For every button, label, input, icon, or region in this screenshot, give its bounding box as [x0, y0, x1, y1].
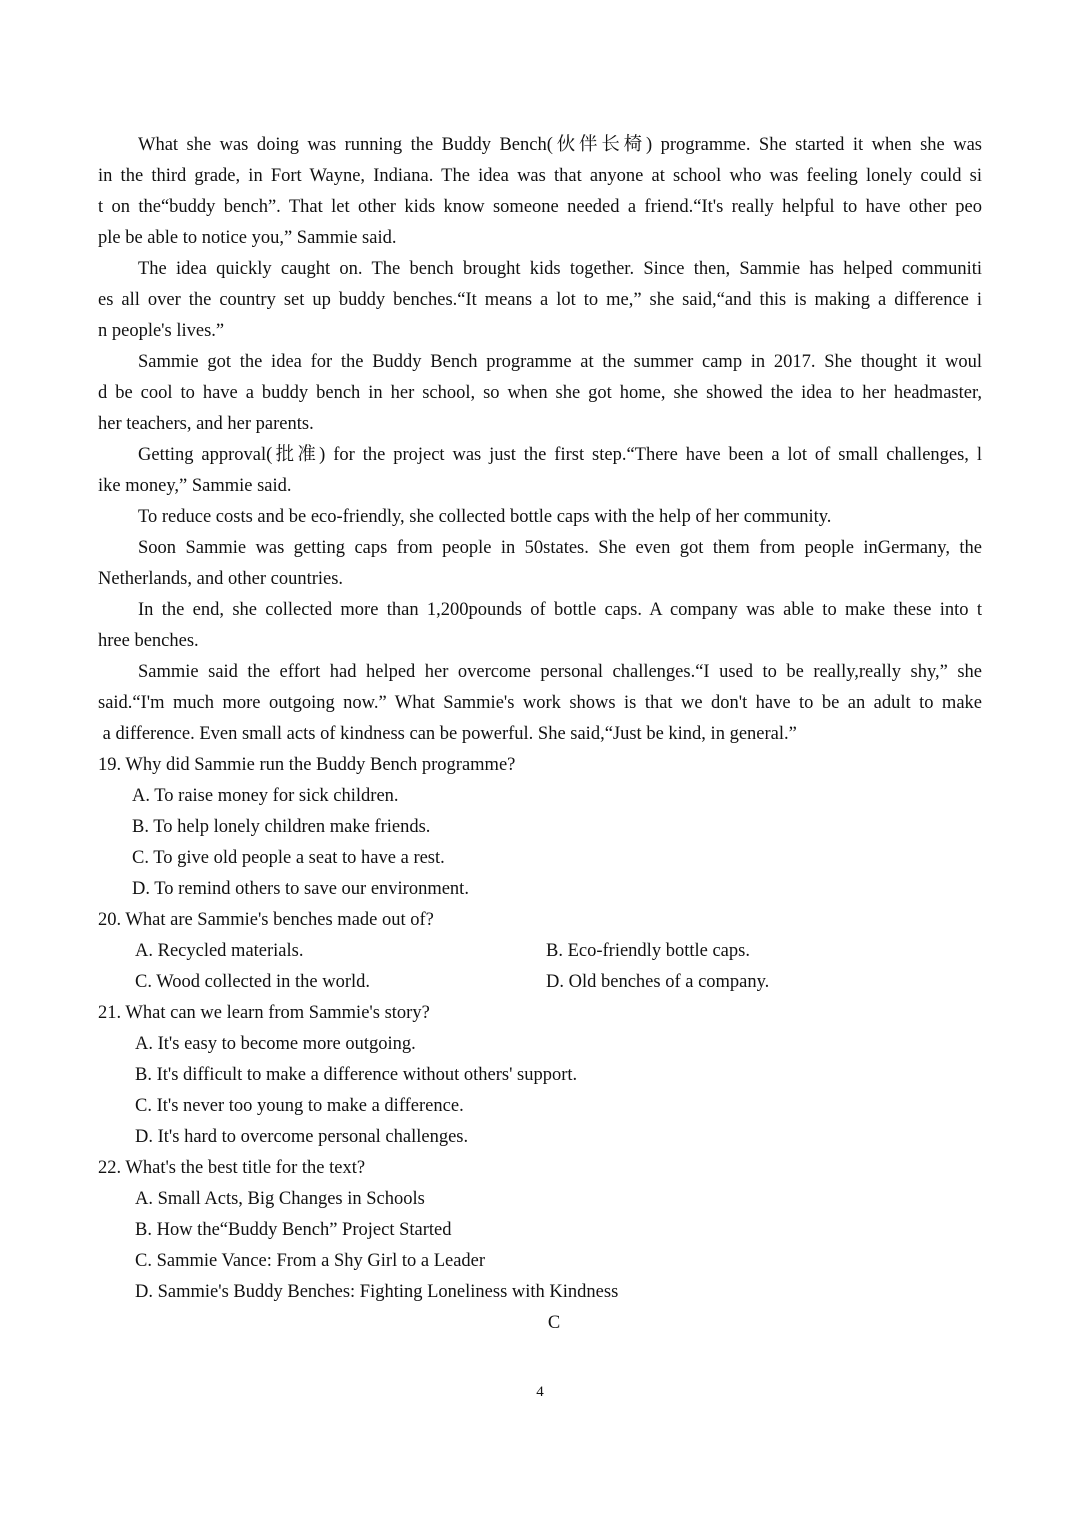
option-b: B. How the“Buddy Bench” Project Started: [135, 1220, 452, 1240]
option-a: A. Recycled materials.: [135, 941, 304, 961]
passage-paragraph-6: [98, 533, 982, 595]
passage-paragraph-1: [98, 130, 982, 254]
option-c: C. It's never too young to make a difference.: [135, 1096, 464, 1116]
passage-line: es all over the country set up buddy benches.“It means a lot to me,” she said,“and this is making a difference i: [98, 290, 982, 310]
passage-line: n people's lives.”: [98, 321, 225, 341]
passage-line: Sammie got the idea for the Buddy Bench programme at the summer camp in 2017. She thought it woul: [138, 352, 982, 372]
document-page: [98, 130, 982, 1339]
section-letter: C: [547, 1313, 561, 1333]
option-d: D. Old benches of a company.: [546, 972, 770, 992]
option-b: B. Eco-friendly bottle caps.: [546, 941, 750, 961]
question-stem: 19. Why did Sammie run the Buddy Bench programme?: [98, 755, 516, 775]
option-row: [98, 967, 982, 998]
passage-line: in the third grade, in Fort Wayne, Indiana. The idea was that anyone at school who was feeling lonely could si: [98, 166, 982, 186]
passage-line: Netherlands, and other countries.: [98, 569, 344, 589]
passage-line: hree benches.: [98, 631, 199, 651]
question-stem: 20. What are Sammie's benches made out of?: [98, 910, 434, 930]
passage-line: a difference. Even small acts of kindness can be powerful. She said,“Just be kind, in general.”: [98, 724, 797, 744]
passage-paragraph-4: [98, 440, 982, 502]
passage-line: ike money,” Sammie said.: [98, 476, 292, 496]
question-22: [98, 1153, 982, 1308]
option-b: B. It's difficult to make a difference without others' support.: [135, 1065, 578, 1085]
option-a: A. To raise money for sick children.: [132, 786, 399, 806]
question-20: [98, 905, 982, 998]
option-row: [98, 936, 982, 967]
option-d: D. Sammie's Buddy Benches: Fighting Loneliness with Kindness: [135, 1282, 619, 1302]
option-a: A. Small Acts, Big Changes in Schools: [135, 1189, 425, 1209]
question-21: [98, 998, 982, 1153]
passage-line: The idea quickly caught on. The bench brought kids together. Since then, Sammie has helped communiti: [138, 259, 982, 279]
passage-line: said.“I'm much more outgoing now.” What Sammie's work shows is that we don't have to be an adult to make: [98, 693, 982, 713]
passage-line: d be cool to have a buddy bench in her school, so when she got home, she showed the idea to her headmaster,: [98, 383, 982, 403]
passage-line: ple be able to notice you,” Sammie said.: [98, 228, 397, 248]
passage-line: What she was doing was running the Buddy Bench(伙伴长椅) programme. She started it when she was: [138, 135, 982, 155]
passage-line: Sammie said the effort had helped her overcome personal challenges.“I used to be really,really shy,” she: [138, 662, 982, 682]
page-number: 4: [536, 1384, 544, 1400]
passage-line: In the end, she collected more than 1,200pounds of bottle caps. A company was able to make these into t: [138, 600, 982, 620]
option-d: D. To remind others to save our environment.: [132, 879, 469, 899]
passage-paragraph-7: [98, 595, 982, 657]
passage-line: To reduce costs and be eco-friendly, she collected bottle caps with the help of her community.: [138, 507, 832, 527]
passage-line: Getting approval(批准) for the project was just the first step.“There have been a lot of small challenges, l: [138, 445, 982, 465]
passage-line: t on the“buddy bench”. That let other kids know someone needed a friend.“It's really helpful to have other peo: [98, 197, 982, 217]
question-19: [98, 750, 982, 905]
option-c: C. Wood collected in the world.: [135, 972, 371, 992]
option-a: A. It's easy to become more outgoing.: [135, 1034, 416, 1054]
passage-paragraph-8: [98, 657, 982, 750]
question-stem: 22. What's the best title for the text?: [98, 1158, 366, 1178]
passage-paragraph-2: [98, 254, 982, 347]
passage-paragraph-3: [98, 347, 982, 440]
option-b: B. To help lonely children make friends.: [132, 817, 431, 837]
question-stem: 21. What can we learn from Sammie's story?: [98, 1003, 430, 1023]
option-c: C. Sammie Vance: From a Shy Girl to a Leader: [135, 1251, 486, 1271]
option-d: D. It's hard to overcome personal challenges.: [135, 1127, 469, 1147]
passage-paragraph-5: [98, 502, 982, 533]
passage-line: Soon Sammie was getting caps from people in 50states. She even got them from people inGermany, the: [138, 538, 982, 558]
passage-line: her teachers, and her parents.: [98, 414, 314, 434]
option-c: C. To give old people a seat to have a rest.: [132, 848, 445, 868]
